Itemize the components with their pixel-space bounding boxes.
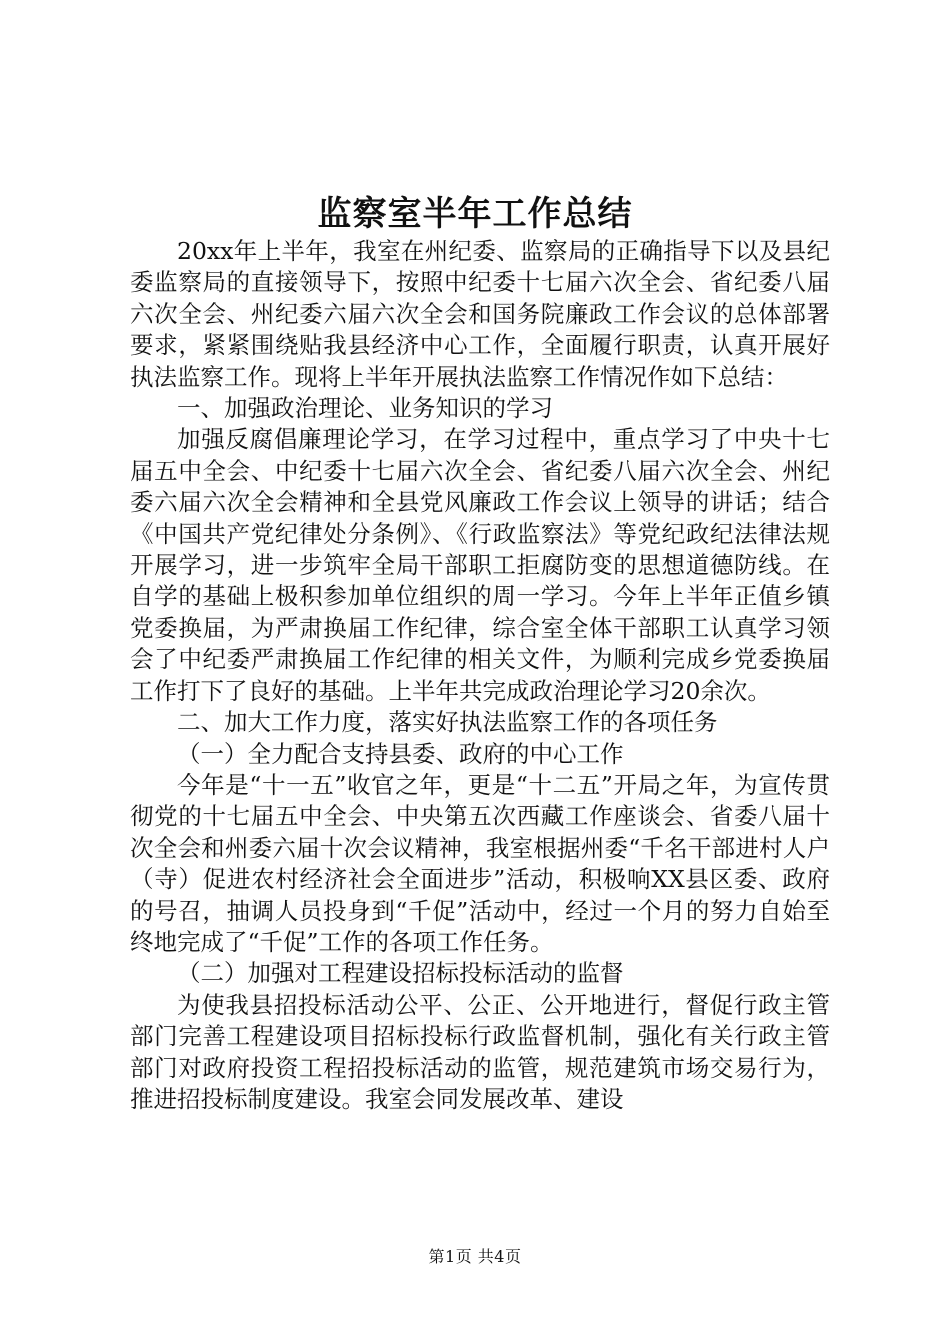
section-1-paragraph: 加强反腐倡廉理论学习，在学习过程中，重点学习了中央十七届五中全会、中纪委十七届六次全会、省纪委八届六次全会、州纪委六届六次全会精神和全县党风廉政工作会议上领导的讲话；结合《中国共产党纪律处分条例》、《行政监察法》等党纪政纪法律法规开展学习，进一步筑牢全局干部职工拒腐防变的思想道德防线。在自学的基础上极积参加单位组织的周一学习。今年上半年正值乡镇党委换届，为严肃换届工作纪律，综合室全体干部职工认真学习领会了中纪委严肃换届工作纪律的相关文件，为顺利完成乡党委换届工作打下了良好的基础。上半年共完成政治理论学习20余次。 bbox=[130, 425, 830, 705]
subsection-heading-2-2: （二）加强对工程建设招标投标活动的监督 bbox=[177, 959, 624, 988]
document-body bbox=[130, 236, 830, 1115]
section-heading-2: 二、加大工作力度，落实好执法监察工作的各项任务 bbox=[177, 708, 718, 737]
page-number-footer: 第1页 共4页 bbox=[428, 1247, 522, 1266]
section-heading-1: 一、加强政治理论、业务知识的学习 bbox=[177, 394, 553, 423]
document-title: 监察室半年工作总结 bbox=[317, 194, 633, 234]
subsection-2-1-paragraph: 今年是“十一五”收官之年，更是“十二五”开局之年，为宣传贯彻党的十七届五中全会、中央第五次西藏工作座谈会、省委八届十次全会和州委六届十次会议精神，我室根据州委“千名干部进村人户（寺）促进农村经济社会全面进步”活动，积极响XX县区委、政府的号召，抽调人员投身到“千促”活动中，经过一个月的努力自始至终地完成了“千促”工作的各项工作任务。 bbox=[130, 770, 830, 956]
subsection-2-2-paragraph: 为使我县招投标活动公平、公正、公开地进行，督促行政主管部门完善工程建设项目招标投标行政监督机制，强化有关行政主管部门对政府投资工程招投标活动的监管，规范建筑市场交易行为，推进招投标制度建设。我室会同发展改革、建设 bbox=[130, 990, 830, 1113]
subsection-heading-2-1: （一）全力配合支持县委、政府的中心工作 bbox=[177, 739, 624, 768]
intro-paragraph: 20xx年上半年，我室在州纪委、监察局的正确指导下以及县纪委监察局的直接领导下，按照中纪委十七届六次全会、省纪委八届六次全会、州纪委六届六次全会和国务院廉政工作会议的总体部署要求，紧紧围绕贴我县经济中心工作，全面履行职责，认真开展好执法监察工作。现将上半年开展执法监察工作情况作如下总结： bbox=[130, 237, 830, 391]
